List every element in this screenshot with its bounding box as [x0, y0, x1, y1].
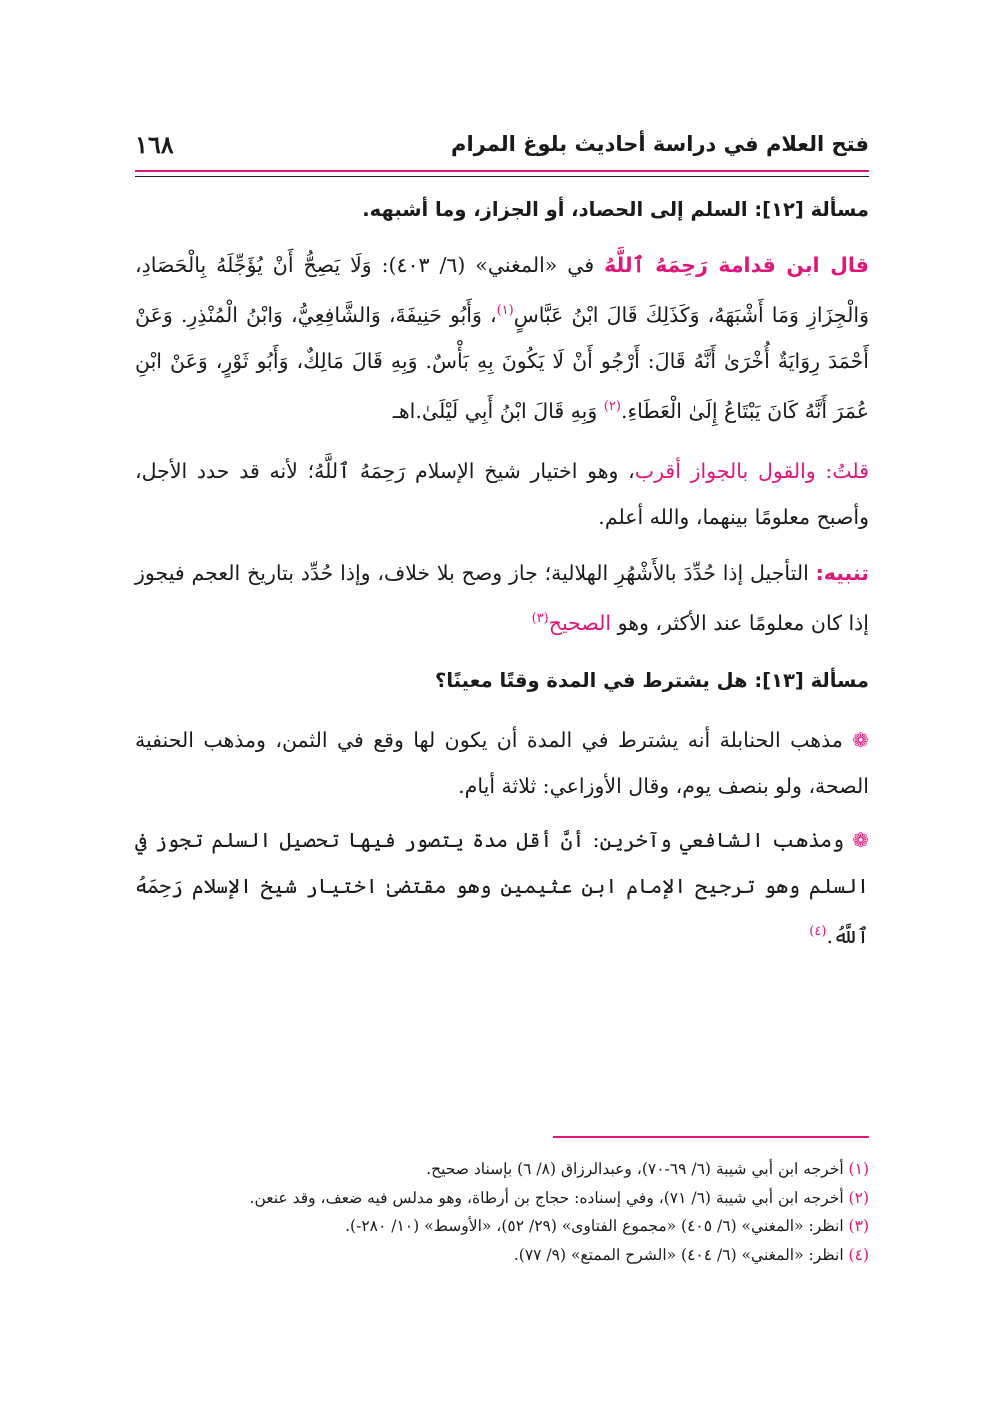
ibn-qudama-quote	[135, 242, 869, 434]
footnote-2	[135, 1184, 869, 1213]
issue-12-heading: مسألة [١٢]: السلم إلى الحصاد، أو الجزاز، وما أشبهه.	[362, 198, 869, 221]
footnote-text: أخرجه ابن أبي شيبة (٦/ ٧١)، وفي إسناده: حجاج بن أرطاة، وهو مدلس فيه ضعف، وقد عنعن.	[249, 1188, 849, 1207]
quote-text-2: ، وَأَبُو حَنِيفَةَ، وَالشَّافِعِيُّ، وَابْنُ الْمُنْذِرِ. وَعَنْ أَحْمَدَ رِوَايَةٌ أُخْرَىٰ أَنَّهُ قَالَ: أَرْجُو أَنْ لَا يَكُونَ بِهِ بَأْسٌ. وَبِهِ قَالَ مَالِكٌ، وَأَبُو ثَوْرٍ، وَعَنْ ابْنِ عُمَرَ أَنَّهُ كَانَ يَبْتَاعُ إِلَىٰ الْعَطَاءِ.	[135, 302, 869, 423]
footnote-3	[135, 1212, 869, 1241]
footnote-number: (١)	[848, 1160, 869, 1178]
opinion-text: ، وهو اختيار شيخ الإسلام رَحِمَهُ ٱللَّهُ؛ لأنه قد حدد الأجل، وأصبح معلومًا بينهما، والله أعلم.	[135, 458, 869, 529]
note-correct: الصحيح	[548, 610, 612, 635]
footnote-separator	[553, 1136, 869, 1138]
issue-13-para-1	[135, 717, 869, 809]
footnotes	[135, 1155, 869, 1269]
footnote-number: (٢)	[848, 1188, 869, 1207]
footnote-number: (٣)	[848, 1217, 869, 1235]
footnote-ref-2[interactable]: (٢)	[603, 398, 621, 414]
footnote-text: انظر: «المغني» (٦/ ٤٠٤) «الشرح الممتع» (٩/ ٧٧).	[513, 1245, 849, 1264]
issue-13-heading: مسألة [١٣]: هل يشترط في المدة وقتًا معينًا؟	[435, 669, 869, 693]
note-lead: تنبيه:	[815, 560, 869, 585]
para-1-text: مذهب الحنابلة أنه يشترط في المدة أن يكون لها وقع في الثمن، ومذهب الحنفية الصحة، ولو بنصف يوم، وقال الأوزاعي: ثلاثة أيام.	[135, 728, 869, 799]
footnote-1	[135, 1155, 869, 1184]
footnote-text: انظر: «المغني» (٦/ ٤٠٥) «مجموع الفتاوى» (٢٩/ ٥٢)، «الأوسط» (١٠/ ٢٨٠-).	[345, 1217, 849, 1235]
running-title: فتح العلام في دراسة أحاديث بلوغ المرام	[451, 132, 869, 156]
footnote-ref-1[interactable]: (١)	[496, 303, 514, 318]
note-paragraph	[135, 550, 869, 646]
page-header	[135, 128, 869, 168]
footnote-ref-3[interactable]: (٣)	[531, 610, 549, 626]
footnote-number: (٤)	[848, 1245, 869, 1264]
header-rule-pink	[135, 170, 869, 172]
quote-text-3: وَبِهِ قَالَ ابْنُ أَبِي لَيْلَىٰ.اهـ	[392, 398, 604, 423]
note-text: التأجيل إذا حُدِّدَ بالأَشْهُرِ الهلالية؛ جاز وصح بلا خلاف، وإذا حُدِّد بتاريخ العجم فيجوز إذا كان معلومًا عند الأكثر، وهو	[135, 560, 869, 635]
footnote-text: أخرجه ابن أبي شيبة (٦/ ٦٩-٧٠)، وعبدالرزاق (٨/ ٦) بإسناد صحيح.	[426, 1160, 849, 1178]
quote-lead: قال ابن قدامة رَحِمَهُ ٱللَّهُ	[604, 253, 869, 277]
page-body	[135, 188, 869, 959]
footnote-4	[135, 1241, 869, 1270]
footnote-ref-4[interactable]: (٤)	[809, 924, 827, 940]
para-2-text: ومذهب الشافعي وآخرين: أنَّ أقل مدة يتصور فيها تحصيل السلم تجوز في السلم وهو ترجيح الإمام ابن عثيمين وهو مقتضىٰ اختيار شيخ الإسلام رَحِمَهُ ٱللَّهُ.	[135, 828, 869, 949]
flower-bullet-icon: ❁	[852, 828, 869, 853]
issue-13-para-2	[135, 817, 869, 959]
opinion-lead: قلتُ: والقول بالجواز أقرب	[634, 458, 870, 483]
quote-text-1: في «المغني» (٦/ ٤٠٣): وَلَا يَصِحُّ أَنْ يُؤَجِّلَهُ بِالْحَصَادِ، وَالْجِزَازِ وَمَا أَشْبَهَهُ، وَكَذَلِكَ قَالَ ابْنُ عَبَّاسٍ	[135, 253, 869, 327]
flower-bullet-icon: ❁	[852, 728, 869, 753]
page-number: ١٦٨	[135, 130, 174, 159]
author-opinion	[135, 448, 869, 540]
header-rule-dark	[135, 176, 869, 177]
